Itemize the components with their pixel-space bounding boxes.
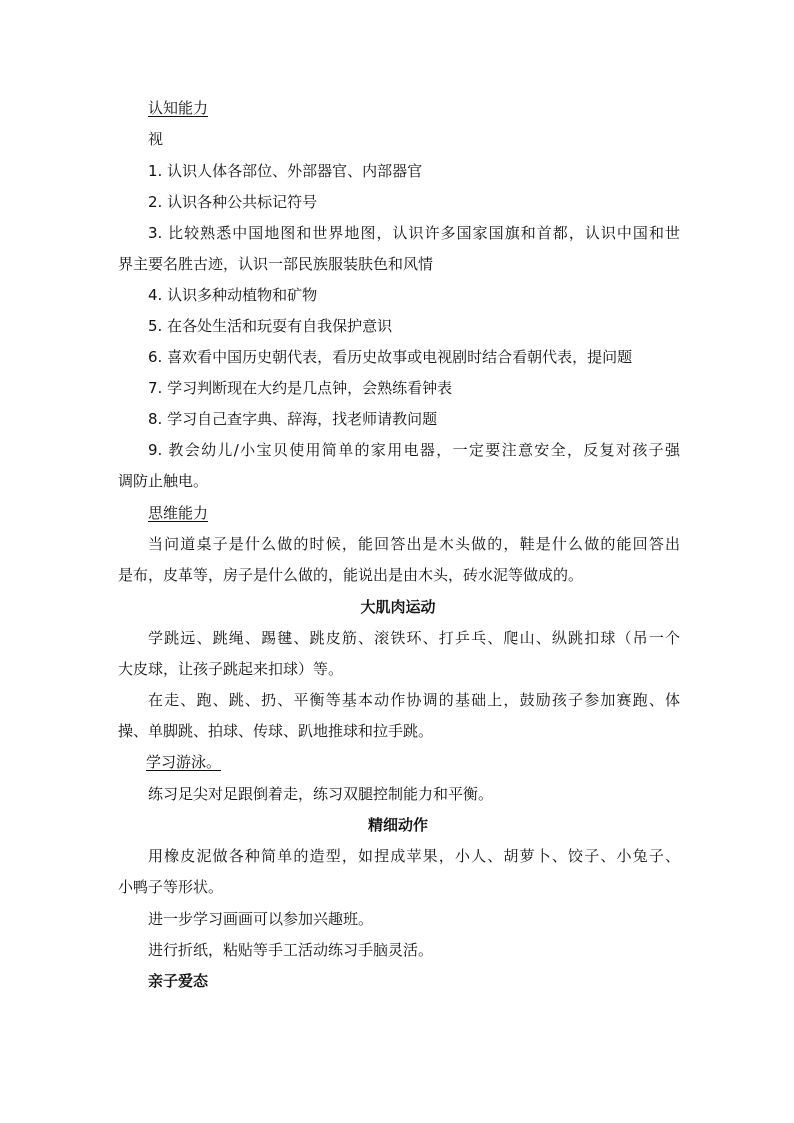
thinking-paragraph-continued: 是布，皮革等，房子是什么做的，能说出是由木头，砖水泥等做成的。 <box>118 566 584 584</box>
thinking-heading: 思维能力 <box>148 504 209 522</box>
cognition-item: 7. 学习判断现在大约是几点钟，会熟练看钟表 <box>148 379 453 397</box>
fine-motor-paragraph: 进行折纸，粘贴等手工活动练习手脑灵活。 <box>148 941 434 959</box>
gross-motor-paragraph: 学跳远、跳绳、踢毽、跳皮筋、滚铁环、打乒乓、爬山、纵跳扣球（吊一个 <box>148 629 680 647</box>
cognition-item: 4. 认识多种动植物和矿物 <box>148 286 318 304</box>
gross-motor-paragraph: 练习足尖对足跟倒着走，练习双腿控制能力和平衡。 <box>148 785 494 803</box>
gross-motor-swimming: 学习游泳。 <box>146 753 222 771</box>
fine-motor-paragraph: 进一步学习画画可以参加兴趣班。 <box>148 910 374 928</box>
cognition-item-continued: 调防止触电。 <box>118 472 209 490</box>
fine-motor-paragraph: 用橡皮泥做各种简单的造型，如捏成苹果，小人、胡萝卜、饺子、小兔子、 <box>148 847 680 865</box>
cognition-item: 3. 比较熟悉中国地图和世界地图，认识许多国家国旗和首都，认识中国和世 <box>148 224 680 242</box>
cognition-item: 2. 认识各种公共标记符号 <box>148 193 318 211</box>
cognition-item: 9. 教会幼儿/小宝贝使用简单的家用电器，一定要注意安全，反复对孩子强 <box>148 441 680 459</box>
cognition-item: 5. 在各处生活和玩耍有自我保护意识 <box>148 317 393 335</box>
gross-motor-heading: 大肌肉运动 <box>360 598 436 616</box>
cognition-item: 1. 认识人体各部位、外部器官、内部器官 <box>148 162 423 180</box>
gross-motor-paragraph: 在走、跑、跳、扔、平衡等基本动作协调的基础上，鼓励孩子参加赛跑、体 <box>148 691 680 709</box>
cognition-item: 6. 喜欢看中国历史朝代表，看历史故事或电视剧时结合看朝代表，提问题 <box>148 348 633 366</box>
cognition-subheading: 视 <box>148 130 164 148</box>
parent-child-heading: 亲子爱态 <box>148 972 209 990</box>
cognition-item: 8. 学习自己查字典、辞海，找老师请教问题 <box>148 410 438 428</box>
fine-motor-paragraph-continued: 小鸭子等形状。 <box>118 878 224 896</box>
gross-motor-paragraph-continued: 操、单脚跳、拍球、传球、趴地推球和拉手跳。 <box>118 722 434 740</box>
gross-motor-paragraph-continued: 大皮球，让孩子跳起来扣球）等。 <box>118 660 344 678</box>
fine-motor-heading: 精细动作 <box>367 816 428 834</box>
thinking-paragraph: 当问道桌子是什么做的时候，能回答出是木头做的，鞋是什么做的能回答出 <box>148 535 680 553</box>
cognition-item-continued: 界主要名胜古迹，认识一部民族服装肤色和风情 <box>118 255 434 273</box>
cognition-heading: 认知能力 <box>148 99 209 117</box>
